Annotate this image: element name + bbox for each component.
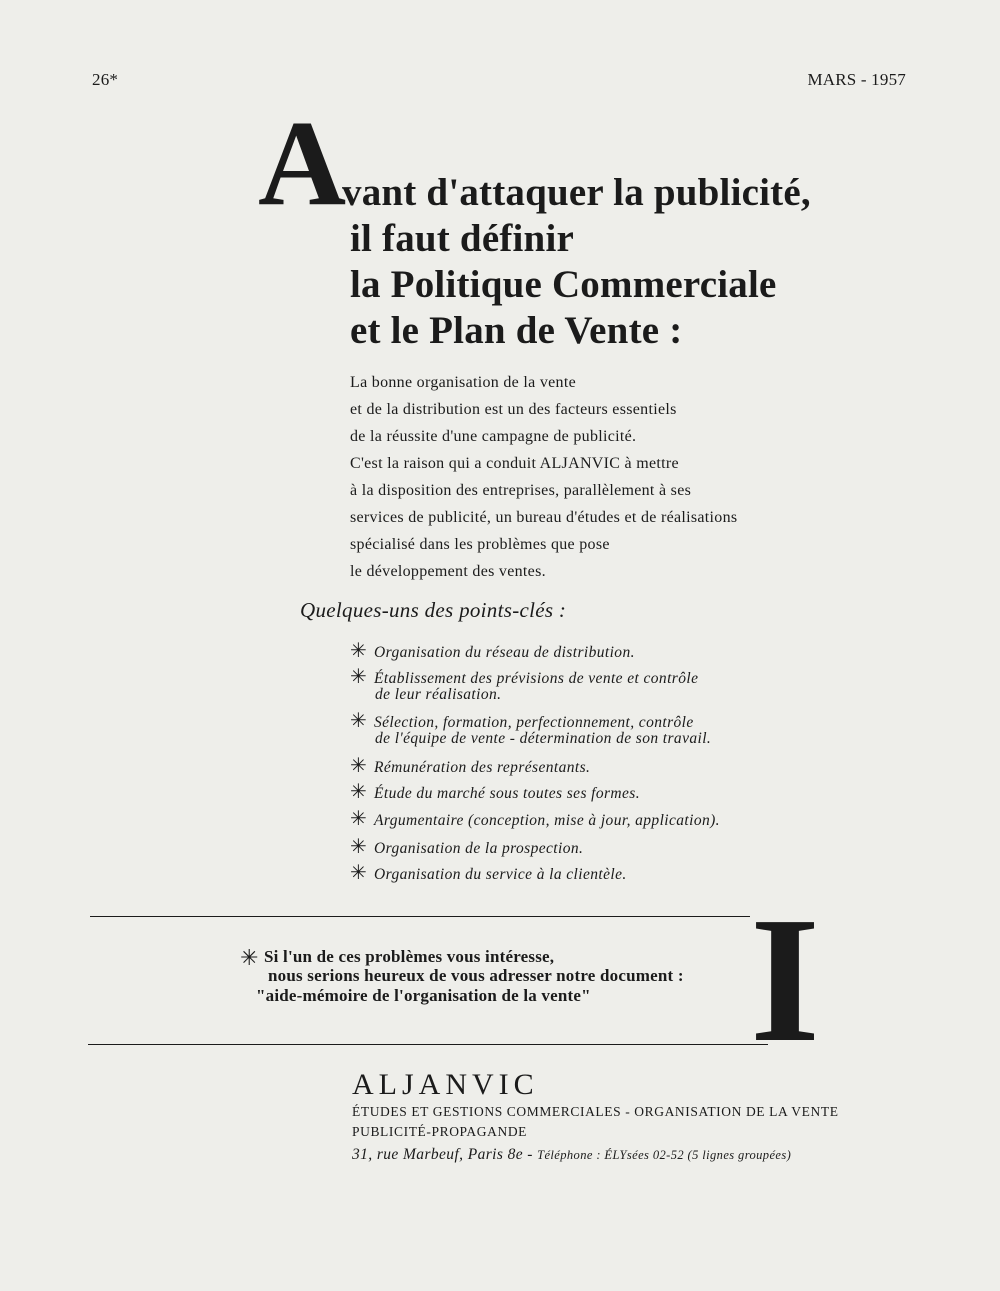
headline-line-2: il faut définir (350, 217, 574, 260)
issue-date: MARS - 1957 (807, 70, 906, 89)
key-point-item (350, 783, 640, 803)
headline-line-3: la Politique Commerciale (350, 263, 777, 306)
headline-line-1: vant d'attaquer la publicité, (342, 171, 811, 214)
key-point-text: Établissement des prévisions de vente et contrôle (374, 670, 699, 687)
body-text-line: La bonne organisation de la vente (350, 374, 576, 391)
key-point-item (350, 757, 590, 777)
body-text-line: services de publicité, un bureau d'études et de réalisations (350, 509, 738, 526)
headline-line-4: et le Plan de Vente : (350, 309, 683, 352)
key-point-text: Argumentaire (conception, mise à jour, application). (374, 812, 720, 829)
key-point-item (350, 642, 635, 662)
page-number: 26* (92, 70, 119, 89)
key-point-item (350, 810, 720, 830)
key-point-text: Organisation du réseau de distribution. (374, 644, 635, 661)
asterisk-icon: ✳ (350, 781, 368, 803)
key-point-item (350, 668, 698, 688)
asterisk-icon: ✳ (350, 808, 368, 830)
asterisk-icon: ✳ (350, 836, 368, 858)
company-address (352, 1146, 791, 1164)
company-name: ALJANVIC (352, 1068, 539, 1101)
company-services: PUBLICITÉ-PROPAGANDE (352, 1124, 528, 1139)
key-points-title: Quelques-uns des points-clés : (300, 598, 567, 622)
asterisk-icon: ✳ (350, 862, 368, 884)
asterisk-icon: ✳ (350, 755, 368, 777)
body-text-line: à la disposition des entreprises, parallèlement à ses (350, 482, 692, 499)
street-address: 31, rue Marbeuf, Paris 8e - (352, 1146, 538, 1163)
asterisk-icon: ✳ (350, 640, 368, 662)
logo-letter-i: I (750, 880, 821, 1079)
key-point-item (350, 712, 694, 732)
headline-drop-cap: A (258, 96, 347, 231)
key-point-continuation: de l'équipe de vente - détermination de son travail. (375, 730, 712, 747)
company-services: ÉTUDES ET GESTIONS COMMERCIALES - ORGANISATION DE LA VENTE (352, 1104, 839, 1119)
divider-top (90, 916, 750, 917)
asterisk-icon: ✳ (240, 945, 259, 970)
key-point-text: Sélection, formation, perfectionnement, contrôle (374, 714, 694, 731)
body-text-line: le développement des ventes. (350, 563, 546, 580)
offer-text-line: nous serions heureux de vous adresser notre document : (268, 966, 684, 985)
key-point-item (350, 838, 583, 858)
key-point-item (350, 864, 627, 884)
offer-text-line: Si l'un de ces problèmes vous intéresse, (264, 947, 555, 966)
asterisk-icon: ✳ (350, 666, 368, 688)
key-point-text: Organisation du service à la clientèle. (374, 866, 627, 883)
key-point-text: Organisation de la prospection. (374, 840, 584, 857)
telephone: Téléphone : ÉLYsées 02-52 (5 lignes groupées) (537, 1148, 792, 1162)
body-text-line: spécialisé dans les problèmes que pose (350, 536, 610, 553)
body-text-line: de la réussite d'une campagne de publicité. (350, 428, 637, 445)
key-point-text: Rémunération des représentants. (374, 759, 591, 776)
body-text-line: et de la distribution est un des facteurs essentiels (350, 401, 677, 418)
divider-bottom (88, 1044, 768, 1045)
body-text-line: C'est la raison qui a conduit ALJANVIC à mettre (350, 455, 679, 472)
asterisk-icon: ✳ (350, 710, 368, 732)
key-point-text: Étude du marché sous toutes ses formes. (374, 785, 641, 802)
key-point-continuation: de leur réalisation. (375, 686, 502, 703)
offer-text-line: "aide-mémoire de l'organisation de la vente" (256, 986, 591, 1005)
